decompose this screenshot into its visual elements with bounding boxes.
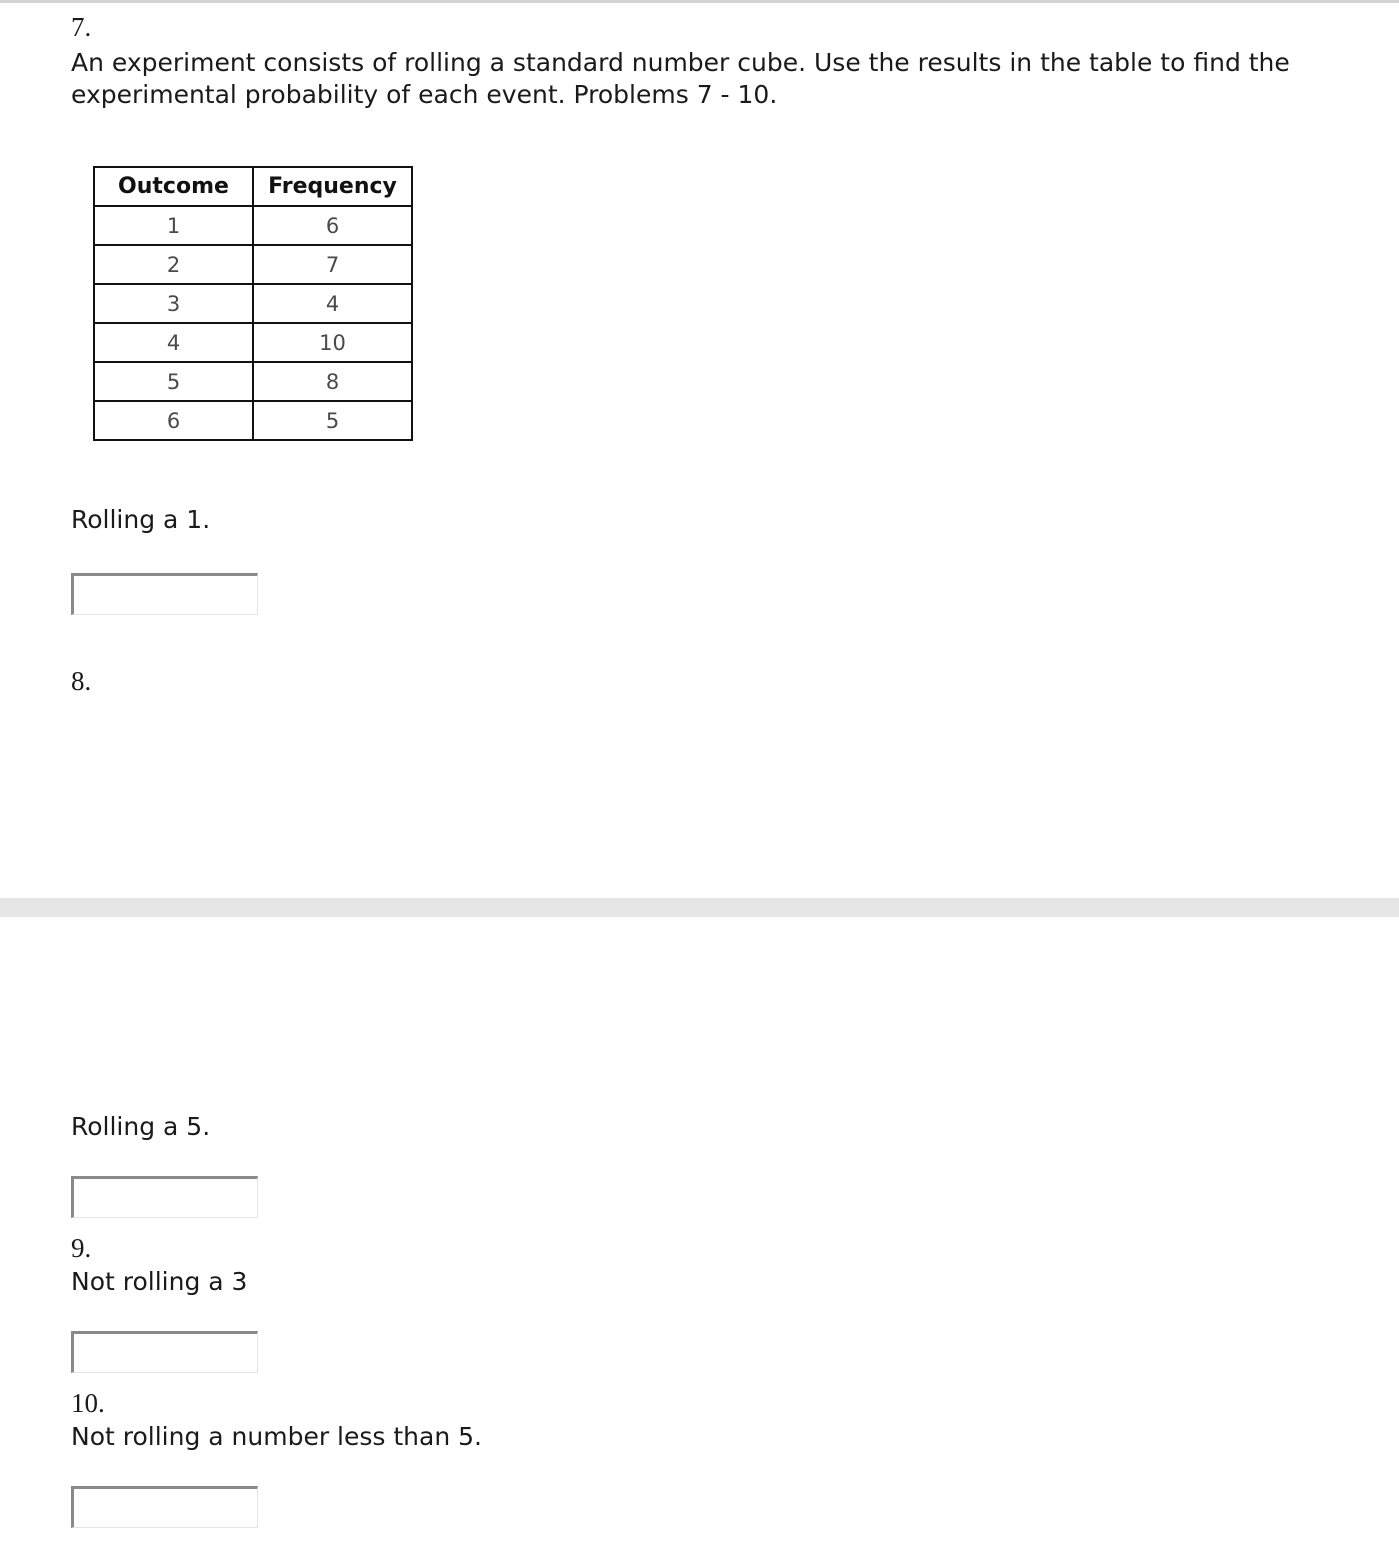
table-row: [94, 362, 412, 401]
frequency-cell: 6: [253, 206, 412, 245]
frequency-cell: 8: [253, 362, 412, 401]
problem-10-answer-input[interactable]: [71, 1486, 258, 1528]
header-outcome: Outcome: [94, 167, 253, 206]
outcome-cell: 2: [94, 245, 253, 284]
frequency-cell: 4: [253, 284, 412, 323]
frequency-cell: 7: [253, 245, 412, 284]
problem-10-question: Not rolling a number less than 5.: [71, 1422, 482, 1451]
problem-8-question: Rolling a 5.: [71, 1112, 211, 1141]
problem-8-answer-input[interactable]: [71, 1176, 258, 1218]
outcome-cell: 5: [94, 362, 253, 401]
frequency-cell: 10: [253, 323, 412, 362]
table-row: [94, 401, 412, 440]
problem-9-number: 9.: [71, 1233, 92, 1263]
frequency-cell: 5: [253, 401, 412, 440]
table-row: [94, 206, 412, 245]
outcome-cell: 3: [94, 284, 253, 323]
frequency-table: [93, 166, 413, 441]
outcome-cell: 6: [94, 401, 253, 440]
problem-9-answer-input[interactable]: [71, 1331, 258, 1373]
table-row: [94, 284, 412, 323]
problem-9-question: Not rolling a 3: [71, 1267, 248, 1296]
problem-8-number: 8.: [71, 666, 92, 696]
problem-10-number: 10.: [71, 1388, 105, 1418]
table-header-row: [94, 167, 412, 206]
outcome-cell: 1: [94, 206, 253, 245]
top-divider: [0, 0, 1399, 3]
header-frequency: Frequency: [253, 167, 412, 206]
problem-7-prompt: An experiment consists of rolling a standard number cube. Use the results in the table to find the experimental probability of each event. Problems 7 - 10.: [71, 48, 1290, 109]
table-row: [94, 245, 412, 284]
problem-7-question: Rolling a 1.: [71, 505, 211, 534]
table-row: [94, 323, 412, 362]
problem-7-answer-input[interactable]: [71, 573, 258, 615]
page-break-divider: [0, 898, 1399, 917]
problem-7-number: 7.: [71, 12, 92, 42]
outcome-cell: 4: [94, 323, 253, 362]
